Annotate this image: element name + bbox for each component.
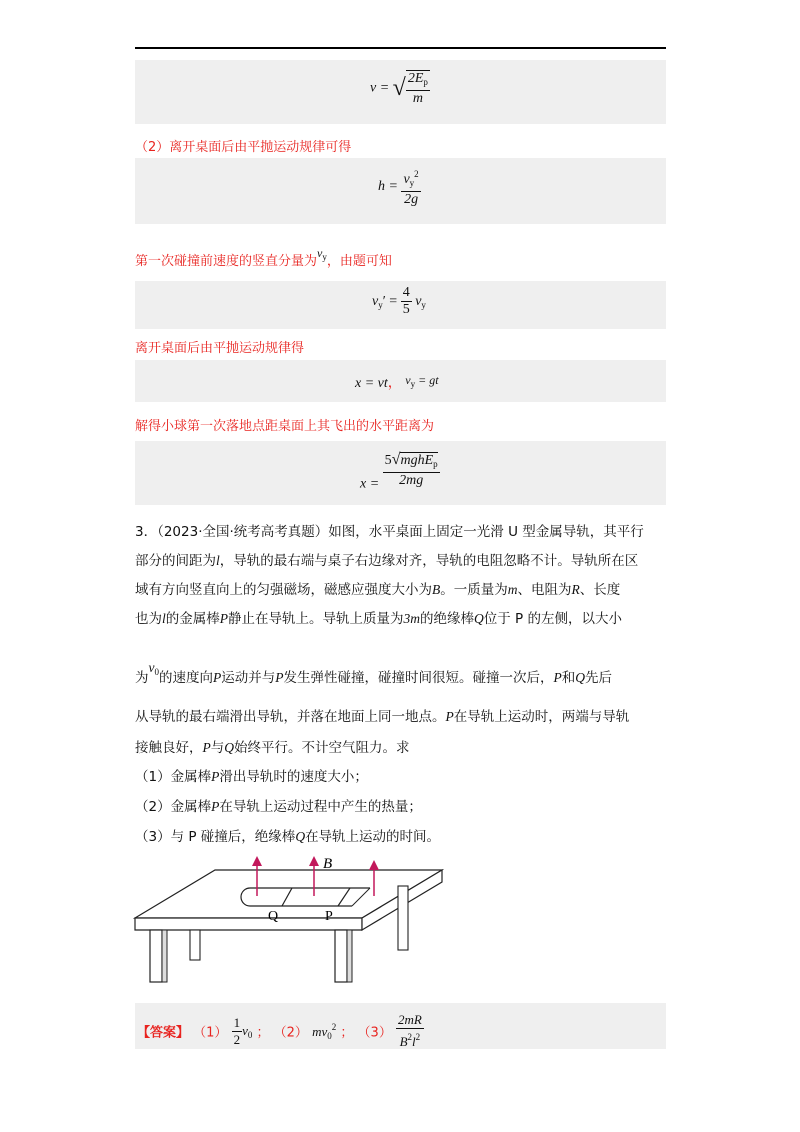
question-3: （3）与 P 碰撞后，绝缘棒Q在导轨上运动的时间。 [135,829,441,845]
problem-line-6: 从导轨的最右端滑出导轨，并落在地面上同一地点。P在导轨上运动时，两端与导轨 [135,709,630,725]
red-line-4: 解得小球第一次落地点距桌面上其飞出的水平距离为 [135,419,435,434]
formula-height: h = $\frac{v_y^2}{2g}$ [378,166,421,208]
problem-line-3: 域有方向竖直向上的匀强磁场，磁感应强度大小为B。一质量为m、电阻为R、长度 [135,582,621,598]
table-leg-front-right [335,930,347,982]
formula-velocity: v = √ $\frac{2E_p}{m}$ [370,71,428,106]
label-P: P [325,909,333,924]
red-line-2: 第一次碰撞前速度的竖直分量为$v_y$，由题可知 [135,246,392,269]
red-line-1: （2）离开桌面后由平抛运动规律可得 [135,140,352,155]
formula-vy-prime: $v_y'$ = $\frac{4}{5}$ $v_y$ [372,285,426,317]
red-line-3: 离开桌面后由平抛运动规律得 [135,341,305,356]
header-rule [135,47,666,49]
label-Q: Q [268,909,279,924]
question-1: （1）金属棒P滑出导轨时的速度大小； [135,769,368,785]
problem-line-5: 为$v_0$的速度向P运动并与P发生弹性碰撞，碰撞时间很短。碰撞一次后，P和Q先后 [135,660,612,686]
table-leg-front-right-side [347,930,352,982]
answer-line: 【答案】 （1） $\frac{1}{2}$ $v_0$ ； （2） $mv_0^2$ ； （3） $\frac{2mR}{B^2l^2}$ [137,1012,422,1049]
table-leg-back-left [190,930,200,960]
question-2: （2）金属棒P在导轨上运动过程中产生的热量； [135,799,422,815]
problem-line-4: 也为l的金属棒P静止在导轨上。导轨上质量为3m的绝缘棒Q位于 P 的左侧，以大小 [135,611,622,627]
problem-line-1: 3．（2023·全国·统考高考真题）如图，水平桌面上固定一光滑 U 型金属导轨，其平行 [135,524,644,540]
table-rail-figure [130,850,450,995]
table-leg-front-left-side [162,930,167,982]
problem-line-2: 部分的间距为l，导轨的最右端与桌子右边缘对齐，导轨的电阻忽略不计。导轨所在区 [135,553,639,569]
table-leg-back-right [398,886,408,950]
answer-tag: 【答案】 [137,1025,190,1041]
formula-x-result: x = $\frac{5√mghE_p}{2mg}$ [360,451,438,492]
problem-line-7: 接触良好，P与Q始终平行。不计空气阻力。求 [135,740,410,756]
formula-x-vt: x = vt， $v_y$ = gt [355,373,439,391]
label-B: B [323,856,333,872]
table-leg-front-left [150,930,162,982]
